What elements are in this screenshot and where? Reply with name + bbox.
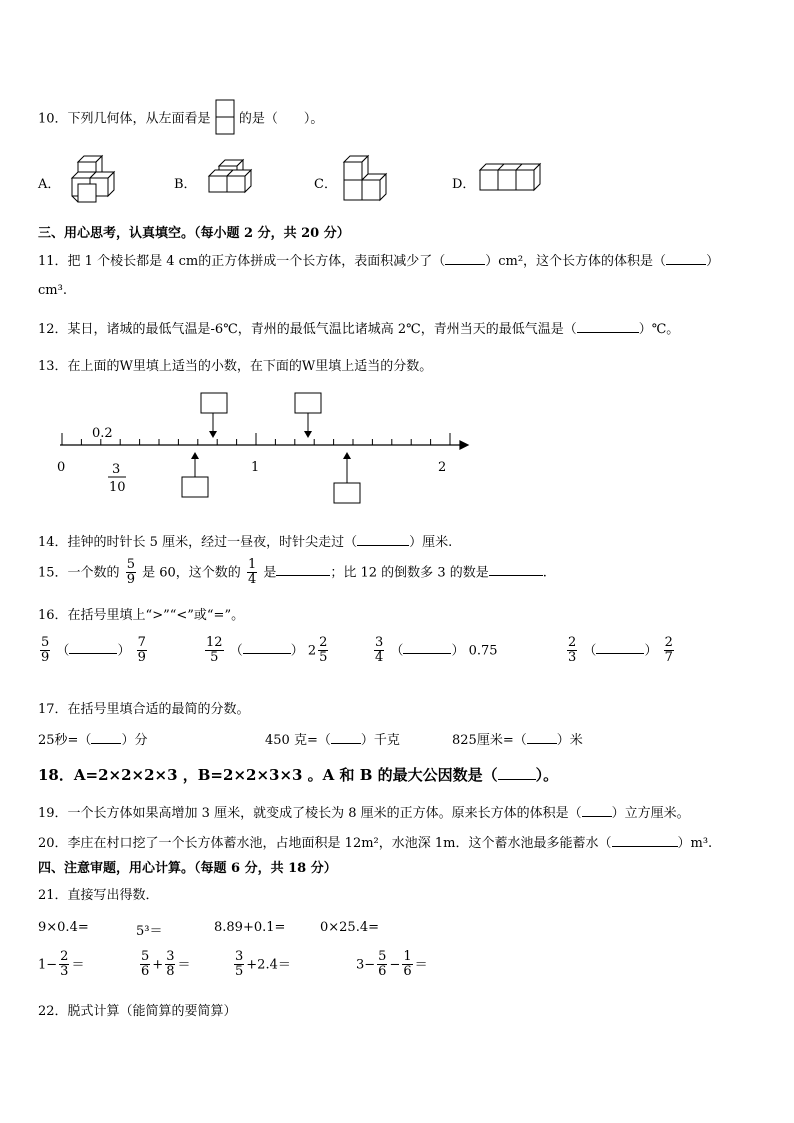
q10-text-after: 的是（ ）。	[238, 111, 324, 127]
q17-blank-3[interactable]	[527, 743, 557, 744]
section-4-title: 四、注意审题，用心计算。（每题 6 分，共 18 分）	[38, 861, 337, 876]
q13-text: 13．在上面的W里填上适当的小数，在下面的W里填上适当的分数。	[38, 359, 433, 374]
q21-item-2: 5³＝	[136, 924, 163, 939]
q17-item-2: 450 克=（ ）千克	[265, 733, 400, 748]
q11-line2: cm³.	[38, 283, 67, 298]
option-c-figure	[340, 154, 392, 206]
q10-view-figure	[215, 99, 235, 139]
q15-text-d: ；比 12 的倒数多 3 的数是	[330, 565, 489, 581]
q15-blank-1[interactable]	[276, 575, 330, 576]
option-d-figure	[478, 162, 546, 194]
option-b-figure	[205, 158, 257, 198]
q22-text: 22．脱式计算（能简算的要简算）	[38, 1004, 237, 1019]
q10-text: 10．下列几何体，从左面看是	[38, 111, 211, 127]
q16-blank-2[interactable]	[243, 653, 291, 654]
q11-blank-1[interactable]	[445, 264, 485, 265]
q19-blank[interactable]	[582, 816, 612, 817]
q15-text-e: .	[542, 565, 547, 581]
q12-text-b: ）℃。	[638, 322, 680, 337]
label-0: 0	[57, 460, 66, 475]
label-0-2: 0.2	[92, 426, 113, 441]
q17-item-1: 25秒=（ ）分	[38, 733, 148, 748]
q19-line: 19．一个长方体如果高增加 3 厘米，就变成了棱长为 8 厘米的正方体。原来长方体的体积是（ ）立方厘米。	[38, 806, 690, 821]
q15-text-b: 是 60，这个数的	[142, 565, 241, 581]
option-b-label: B．	[174, 177, 197, 192]
q17-text: 17．在括号里填合适的最简的分数。	[38, 702, 250, 717]
q21-text: 21．直接写出得数．	[38, 888, 159, 903]
q21-item-8: 3− $\frac{5}{6}$ − $\frac{1}{6}$ ＝	[356, 949, 428, 980]
q11-text-c: ）	[706, 254, 720, 269]
q15-line	[38, 558, 547, 588]
q12-blank[interactable]	[577, 332, 639, 333]
q16-item-4: $\frac{2}{3}$ （ ） $\frac{2}{7}$	[568, 635, 673, 666]
q17-blank-2[interactable]	[331, 743, 361, 744]
number-line-arrow	[460, 441, 468, 449]
q14-text-b: ）厘米.	[409, 535, 453, 550]
label-frac-num: 3	[112, 462, 121, 477]
q16-item-3: $\frac{3}{4}$ （ ） 0.75	[375, 635, 498, 666]
q11-text-b: ）cm²，这个长方体的体积是（	[485, 254, 667, 269]
lower-answer-box-2	[334, 483, 360, 503]
q20-blank[interactable]	[612, 846, 678, 847]
q15-blank-2[interactable]	[489, 575, 543, 576]
q11-line1	[38, 250, 719, 269]
option-a-figure	[66, 154, 126, 206]
q14-blank[interactable]	[357, 545, 409, 546]
q16-item-1: $\frac{5}{9}$ （ ） $\frac{7}{9}$	[41, 635, 146, 666]
q11-text-a: 11．把 1 个棱长都是 4 cm的正方体拼成一个长方体，表面积减少了（	[38, 254, 446, 269]
q12-text-a: 12．某日，诸城的最低气温是-6℃，青州的最低气温比诸城高 2℃，青州当天的最低气温是（	[38, 322, 577, 337]
option-c-label: C．	[314, 177, 337, 192]
q16-item-2: $\frac{12}{5}$ （ ） 2 $\frac{2}{5}$	[206, 635, 328, 666]
q16-text: 16．在括号里填上“>”“<”或“=”。	[38, 608, 245, 623]
q10-line	[38, 99, 323, 139]
label-frac-den: 10	[109, 480, 126, 495]
q12-line	[38, 318, 679, 337]
label-1: 1	[251, 460, 260, 475]
label-2: 2	[438, 460, 447, 475]
lower-answer-box-1	[182, 477, 208, 497]
upper-answer-box-1	[201, 393, 227, 413]
q18-blank[interactable]	[498, 779, 536, 780]
section-3-title: 三、用心思考，认真填空。（每小题 2 分，共 20 分）	[38, 226, 350, 241]
q21-item-7: $\frac{3}{5}$ +2.4＝	[235, 949, 291, 980]
option-a-label: A．	[38, 177, 61, 192]
q21-item-1: 9×0.4=	[38, 920, 89, 935]
q14-text-a: 14．挂钟的时针长 5 厘米，经过一昼夜，时针尖走过（	[38, 535, 358, 550]
q21-item-3: 8.89+0.1=	[214, 920, 286, 935]
q17-blank-1[interactable]	[91, 743, 121, 744]
number-line-figure	[40, 385, 480, 510]
q15-text-a: 15．一个数的	[38, 565, 120, 581]
q20-line: 20．李庄在村口挖了一个长方体蓄水池，占地面积是 12m²，水池深 1m．这个蓄水池最多能蓄水（ ）m³.	[38, 836, 713, 851]
q21-item-5: 1− $\frac{2}{3}$ ＝	[38, 949, 85, 980]
upper-answer-box-2	[295, 393, 321, 413]
q15-fraction-1: $\frac{5}{9}$	[126, 557, 135, 588]
q21-item-6: $\frac{5}{6}$ + $\frac{3}{8}$ ＝	[141, 949, 191, 980]
q16-blank-4[interactable]	[596, 653, 644, 654]
q17-item-3: 825厘米=（ ）米	[452, 733, 583, 748]
q14-line	[38, 531, 452, 550]
q16-blank-1[interactable]	[69, 653, 117, 654]
option-d-label: D．	[452, 177, 476, 192]
q18-line: 18．A=2×2×2×3 ，B=2×2×3×3 。A 和 B 的最大公因数是（ ）。	[38, 766, 559, 784]
q11-blank-2[interactable]	[666, 264, 706, 265]
q16-blank-3[interactable]	[403, 653, 451, 654]
q15-text-c: 是	[263, 565, 277, 581]
q21-item-4: 0×25.4=	[320, 920, 380, 935]
q15-fraction-2: $\frac{1}{4}$	[247, 557, 257, 588]
